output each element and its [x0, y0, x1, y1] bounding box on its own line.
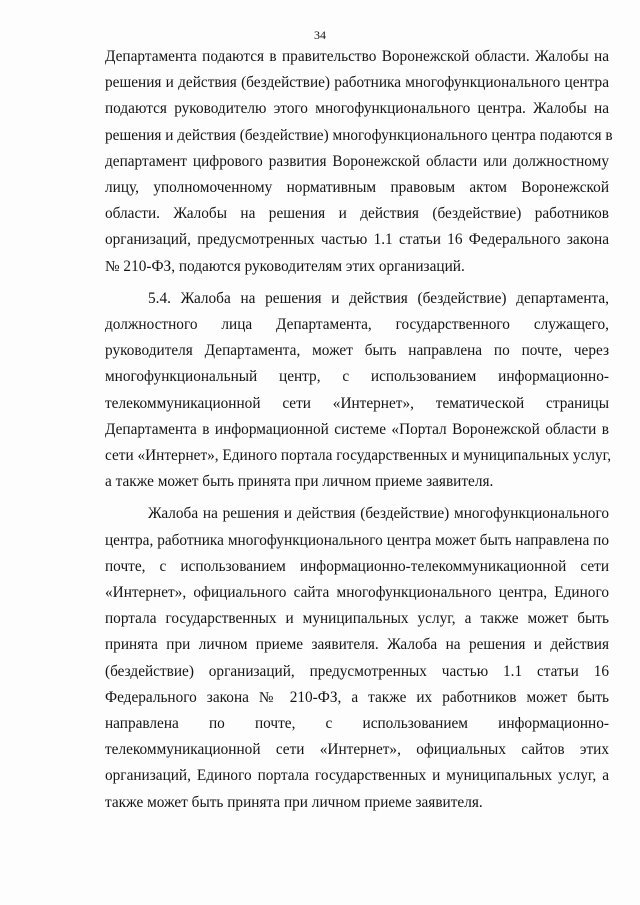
text-line: многофункциональный центр, с использованием информационно- [105, 368, 609, 386]
paragraph-mfc-complaints [105, 501, 609, 815]
text-line: сети «Интернет», Единого портала государственных и муниципальных услуг, [105, 447, 612, 465]
text-line: решения и действия (бездействие) работника многофункционального центра [105, 74, 609, 92]
text-line: телекоммуникационной сети «Интернет», официальных сайтов этих [105, 741, 609, 759]
text-line: принята при личном приеме заявителя. Жалоба на решения и действия [105, 636, 609, 654]
text-line: Жалоба на решения и действия (бездействие) многофункционального [148, 505, 609, 523]
text-line: портала государственных и муниципальных услуг, а также может быть [105, 610, 609, 628]
text-line: почте, с использованием информационно-телекоммуникационной сети [105, 557, 609, 575]
text-line: области. Жалобы на решения и действия (бездействие) работников [105, 205, 609, 223]
text-line: № 210-ФЗ, подаются руководителям этих организаций. [105, 257, 465, 275]
text-line: департамент цифрового развития Воронежской области или должностному [105, 152, 609, 170]
text-line: «Интернет», официального сайта многофункционального центра, Единого [105, 584, 609, 602]
text-line: (бездействие) организаций, предусмотренных частью 1.1 статьи 16 [105, 662, 609, 680]
paragraph-section-5-4 [105, 286, 612, 496]
text-line: подаются руководителю этого многофункционального центра. Жалобы на [105, 100, 609, 118]
document-body [105, 44, 613, 816]
text-line: центра, работника многофункционального центра может быть направлена по [105, 531, 609, 549]
text-line: также может быть принята при личном приеме заявителя. [105, 793, 483, 811]
text-line: телекоммуникационной сети «Интернет», тематической страницы [105, 394, 609, 412]
text-line: должностного лица Департамента, государственного служащего, [105, 316, 609, 334]
text-line: а также может быть принята при личном приеме заявителя. [105, 473, 494, 491]
text-line: Департамента в информационной системе «Портал Воронежской области в [105, 420, 609, 438]
text-line: 5.4. Жалоба на решения и действия (бездействие) департамента, [148, 289, 609, 307]
text-line: направлена по почте, с использованием информационно- [105, 715, 609, 733]
text-line: Федерального закона № 210-ФЗ, а также их работников может быть [105, 688, 609, 706]
text-line: решения и действия (бездействие) многофункционального центра подаются в [105, 126, 613, 144]
text-line: лицу, уполномоченному нормативным правовым актом Воронежской [105, 179, 609, 197]
paragraph-complaints-submission [105, 44, 613, 280]
text-line: руководителя Департамента, может быть направлена по почте, через [105, 342, 609, 360]
text-line: организаций, Единого портала государственных и муниципальных услуг, а [105, 767, 609, 785]
page-number: 34 [314, 28, 326, 42]
text-line: организаций, предусмотренных частью 1.1 статьи 16 Федерального закона [105, 231, 609, 249]
text-line: Департамента подаются в правительство Воронежской области. Жалобы на [105, 48, 609, 65]
